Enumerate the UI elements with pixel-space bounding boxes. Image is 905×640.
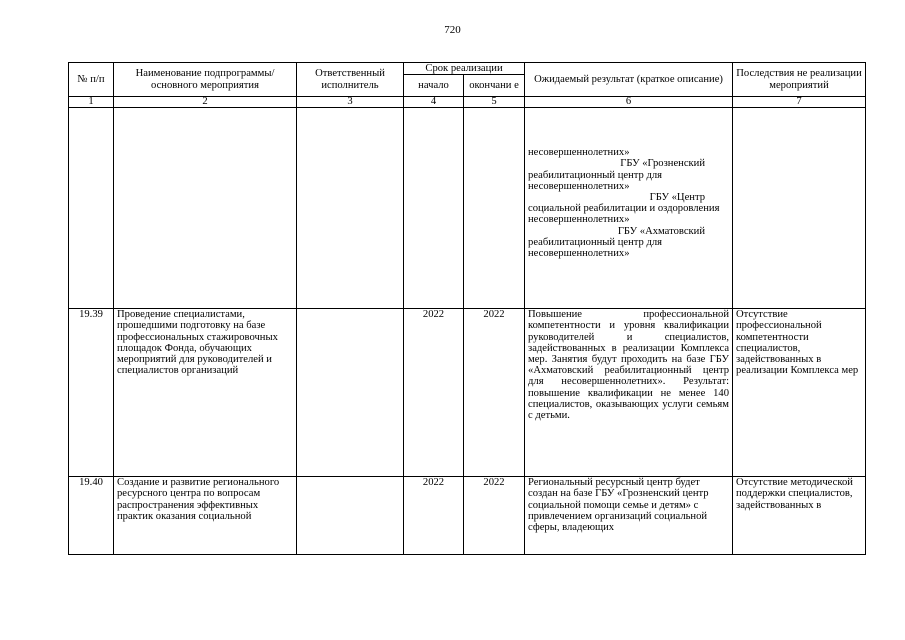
page-number: 720 bbox=[444, 24, 461, 36]
continuation-line: ГБУ «Ахматовский bbox=[617, 225, 706, 237]
column-number: 6 bbox=[525, 97, 733, 108]
column-number: 4 bbox=[404, 97, 464, 108]
column-number: 2 bbox=[114, 97, 297, 108]
table-row bbox=[69, 477, 866, 555]
continuation-start-cell bbox=[404, 108, 464, 309]
column-number: 1 bbox=[69, 97, 114, 108]
row-result: Региональный ресурсный центр будет создан на базе ГБУ «Грозненский центр социальной помощи семье и детям» с привлечением организаций социальной сферы, владеющих bbox=[525, 477, 733, 555]
header-consequence: Последствия не реализации мероприятий bbox=[733, 63, 866, 97]
column-number: 7 bbox=[733, 97, 866, 108]
continuation-line: реабилитационный центр для несовершеннолетних» bbox=[528, 236, 663, 260]
continuation-consequence-cell bbox=[733, 108, 866, 309]
row-name: Проведение специалистами, прошедшими подготовку на базе профессиональных стажировочных площадок Фонда, обучающих мероприятий для руководителей и специалистов организаций bbox=[114, 309, 297, 477]
row-name: Создание и развитие регионального ресурсного центра по вопросам распространения эффективных практик оказания социальной bbox=[114, 477, 297, 555]
row-result: Повышение профессиональной компетентности и уровня квалификации руководителей и специалистов, задействованных в реализации Комплекса мер. Занятия будут проходить на базе ГБУ «Ахматовский реабилитационный центр для несовершеннолетних». Результат: повышение квалификации не менее 140 специалистов, оказывающих услуги семьям с детьми. bbox=[525, 309, 733, 477]
header-start: начало bbox=[404, 75, 464, 97]
continuation-end-cell bbox=[464, 108, 525, 309]
row-number: 19.40 bbox=[69, 477, 114, 555]
row-end: 2022 bbox=[464, 309, 525, 477]
continuation-result-cell bbox=[525, 108, 733, 309]
continuation-line: ГБУ «Грозненский bbox=[620, 158, 706, 170]
header-row bbox=[69, 63, 866, 75]
row-consequence: Отсутствие методической поддержки специалистов, задействованных в bbox=[733, 477, 866, 555]
continuation-line: социальной реабилитации и оздоровления несовершеннолетних» bbox=[528, 203, 720, 226]
continuation-row bbox=[69, 108, 866, 309]
row-start: 2022 bbox=[404, 477, 464, 555]
measures-table bbox=[68, 62, 866, 555]
continuation-line: ГБУ «Центр bbox=[649, 192, 706, 204]
header-result: Ожидаемый результат (краткое описание) bbox=[525, 63, 733, 97]
header-period: Срок реализации bbox=[404, 63, 525, 75]
column-number: 5 bbox=[464, 97, 525, 108]
continuation-number-cell bbox=[69, 108, 114, 309]
continuation-line: реабилитационный центр для несовершеннолетних» bbox=[528, 169, 663, 192]
row-number: 19.39 bbox=[69, 309, 114, 477]
column-number: 3 bbox=[297, 97, 404, 108]
continuation-line: несовершеннолетних» bbox=[528, 147, 630, 159]
row-consequence: Отсутствие профессиональной компетентности специалистов, задействованных в реализации Комплекса мер bbox=[733, 309, 866, 477]
row-start: 2022 bbox=[404, 309, 464, 477]
header-end: окончани е bbox=[464, 75, 525, 97]
header-executor: Ответственный исполнитель bbox=[297, 63, 404, 97]
row-executor bbox=[297, 477, 404, 555]
header-name: Наименование подпрограммы/ основного мероприятия bbox=[114, 63, 297, 97]
table-row bbox=[69, 309, 866, 477]
row-executor bbox=[297, 309, 404, 477]
row-end: 2022 bbox=[464, 477, 525, 555]
column-numbers-row bbox=[69, 97, 866, 108]
continuation-executor-cell bbox=[297, 108, 404, 309]
continuation-name-cell bbox=[114, 108, 297, 309]
header-number: № п/п bbox=[69, 63, 114, 97]
